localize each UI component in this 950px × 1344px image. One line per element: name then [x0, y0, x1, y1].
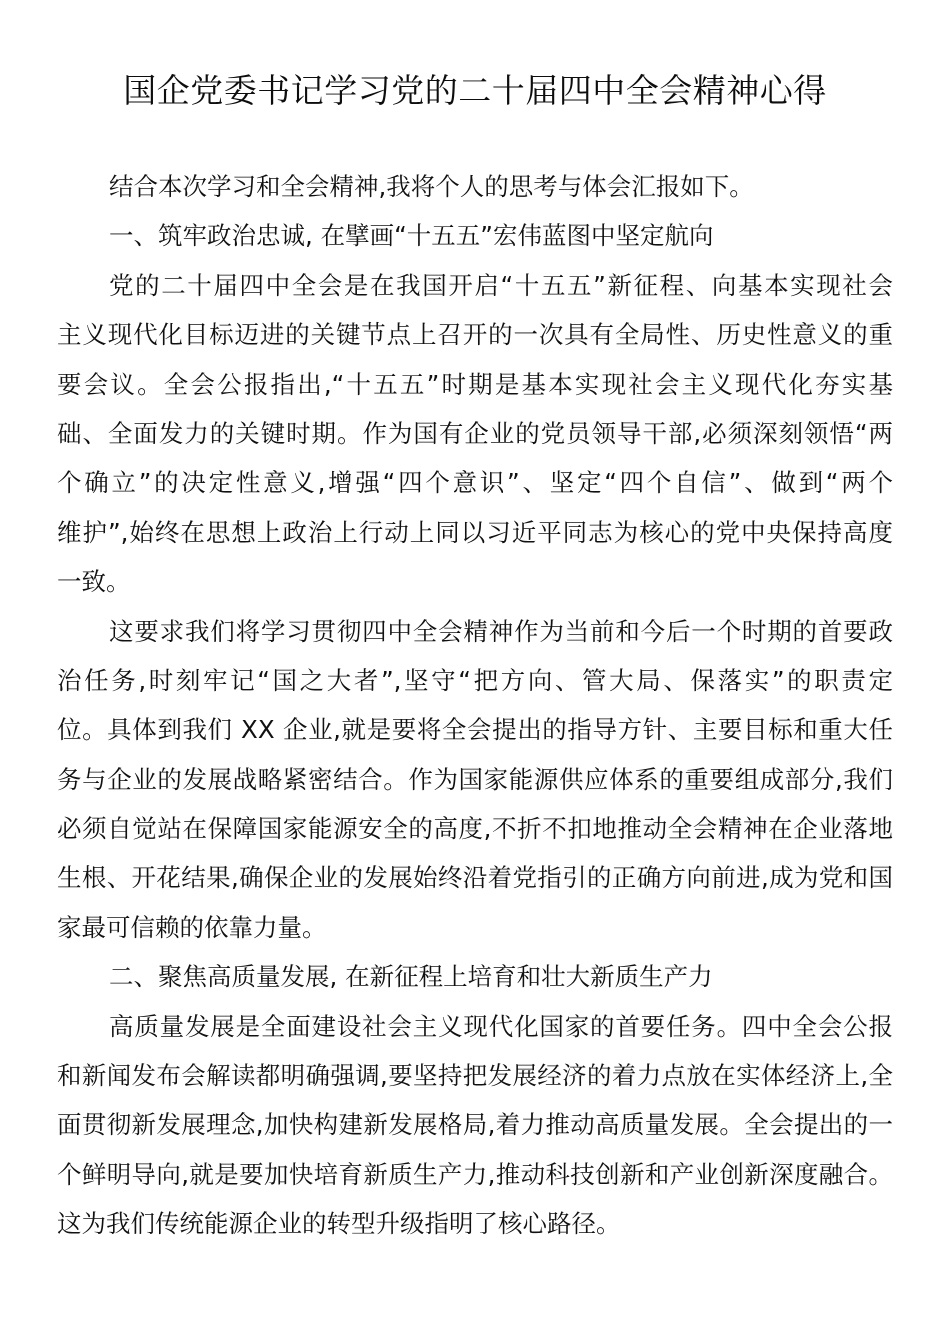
paragraph-line: 务与企业的发展战略紧密结合。作为国家能源供应体系的重要组成部分,我们	[57, 764, 893, 794]
paragraph-line: 这为我们传统能源企业的转型升级指明了核心路径。	[57, 1209, 621, 1239]
paragraph-line: 要会议。全会公报指出,“十五五”时期是基本实现社会主义现代化夯实基	[57, 369, 893, 399]
section-heading-1: 一、筑牢政治忠诚, 在擘画“十五五”宏伟蓝图中坚定航向	[109, 221, 714, 251]
paragraph-line: 党的二十届四中全会是在我国开启“十五五”新征程、向基本实现社会	[109, 270, 893, 300]
paragraph-line: 维护”,始终在思想上政治上行动上同以习近平同志为核心的党中央保持高度	[57, 517, 893, 547]
intro-paragraph: 结合本次学习和全会精神,我将个人的思考与体会汇报如下。	[109, 172, 754, 201]
paragraph-line: 个确立”的决定性意义,增强“四个意识”、坚定“四个自信”、做到“两个	[57, 468, 893, 498]
paragraph-line: 位。具体到我们 XX 企业,就是要将全会提出的指导方针、主要目标和重大任	[57, 715, 893, 745]
paragraph-line: 一致。	[57, 567, 131, 597]
paragraph-line: 治任务,时刻牢记“国之大者”,坚守“把方向、管大局、保落实”的职责定	[57, 665, 893, 695]
section-heading-2: 二、聚焦高质量发展, 在新征程上培育和壮大新质生产力	[109, 962, 713, 992]
paragraph-line: 家最可信赖的依靠力量。	[57, 912, 327, 942]
paragraph-line: 面贯彻新发展理念,加快构建新发展格局,着力推动高质量发展。全会提出的一	[57, 1110, 893, 1140]
document-body	[57, 162, 893, 1249]
paragraph-line: 这要求我们将学习贯彻四中全会精神作为当前和今后一个时期的首要政	[109, 616, 893, 646]
paragraph-line: 础、全面发力的关键时期。作为国有企业的党员领导干部,必须深刻领悟“两	[57, 418, 893, 448]
paragraph-line: 生根、开花结果,确保企业的发展始终沿着党指引的正确方向前进,成为党和国	[57, 863, 893, 893]
paragraph-line: 主义现代化目标迈进的关键节点上召开的一次具有全局性、历史性意义的重	[57, 320, 893, 350]
document-title: 国企党委书记学习党的二十届四中全会精神心得	[123, 71, 827, 110]
paragraph-line: 必须自觉站在保障国家能源安全的高度,不折不扣地推动全会精神在企业落地	[57, 814, 893, 844]
paragraph-line: 和新闻发布会解读都明确强调,要坚持把发展经济的着力点放在实体经济上,全	[57, 1061, 893, 1091]
paragraph-line: 个鲜明导向,就是要加快培育新质生产力,推动科技创新和产业创新深度融合。	[57, 1159, 893, 1189]
paragraph-line: 高质量发展是全面建设社会主义现代化国家的首要任务。四中全会公报	[109, 1011, 893, 1041]
